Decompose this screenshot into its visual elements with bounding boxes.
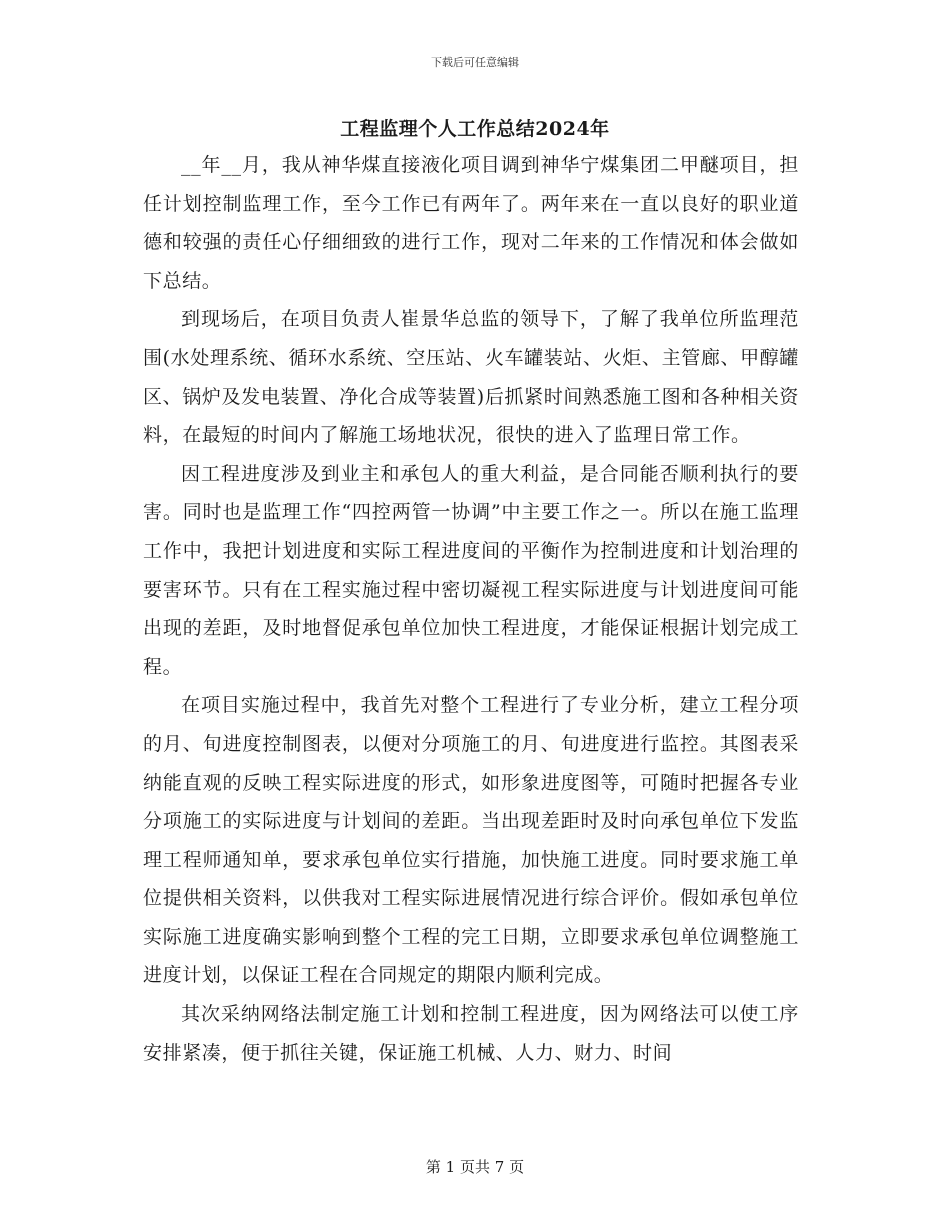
header-note: 下载后可任意编辑 bbox=[431, 56, 519, 69]
paragraph-2: 到现场后，在项目负责人崔景华总监的领导下，了解了我单位所监理范围(水处理系统、循环水系统、空压站、火车罐装站、火炬、主管廊、甲醇罐区、锅炉及发电装置、净化合成等装置)后抓紧时间熟悉施工图和各种相关资料，在最短的时间内了解施工场地状况，很快的进入了监理日常工作。 bbox=[143, 308, 799, 447]
document-title: 工程监理个人工作总结2024年 bbox=[340, 118, 610, 140]
paragraph-3: 因工程进度涉及到业主和承包人的重大利益，是合同能否顺利执行的要害。同时也是监理工作“四控两管一协调”中主要工作之一。所以在施工监理工作中，我把计划进度和实际工程进度间的平衡作为控制进度和计划治理的要害环节。只有在工程实施过程中密切凝视工程实际进度与计划进度间可能出现的差距，及时地督促承包单位加快工程进度，才能保证根据计划完成工程。 bbox=[143, 462, 799, 678]
paragraph-4: 在项目实施过程中，我首先对整个工程进行了专业分析，建立工程分项的月、旬进度控制图表，以便对分项施工的月、旬进度进行监控。其图表采纳能直观的反映工程实际进度的形式，如形象进度图等，可随时把握各专业分项施工的实际进度与计划间的差距。当出现差距时及时向承包单位下发监理工程师通知单，要求承包单位实行措施，加快施工进度。同时要求施工单位提供相关资料，以供我对工程实际进展情况进行综合评价。假如承包单位实际施工进度确实影响到整个工程的完工日期，立即要求承包单位调整施工进度计划，以保证工程在合同规定的期限内顺利完成。 bbox=[143, 694, 799, 987]
paragraph-5: 其次采纳网络法制定施工计划和控制工程进度，因为网络法可以使工序安排紧凑，便于抓往关键，保证施工机械、人力、财力、时间 bbox=[143, 1003, 799, 1064]
paragraph-1: __年__月，我从神华煤直接液化项目调到神华宁煤集团二甲醚项目，担任计划控制监理工作，至今工作已有两年了。两年来在一直以良好的职业道德和较强的责任心仔细细致的进行工作，现对二年来的工作情况和体会做如下总结。 bbox=[143, 154, 799, 292]
document-body bbox=[143, 146, 799, 1072]
page-indicator: 第 1 页共 7 页 bbox=[425, 1158, 525, 1176]
